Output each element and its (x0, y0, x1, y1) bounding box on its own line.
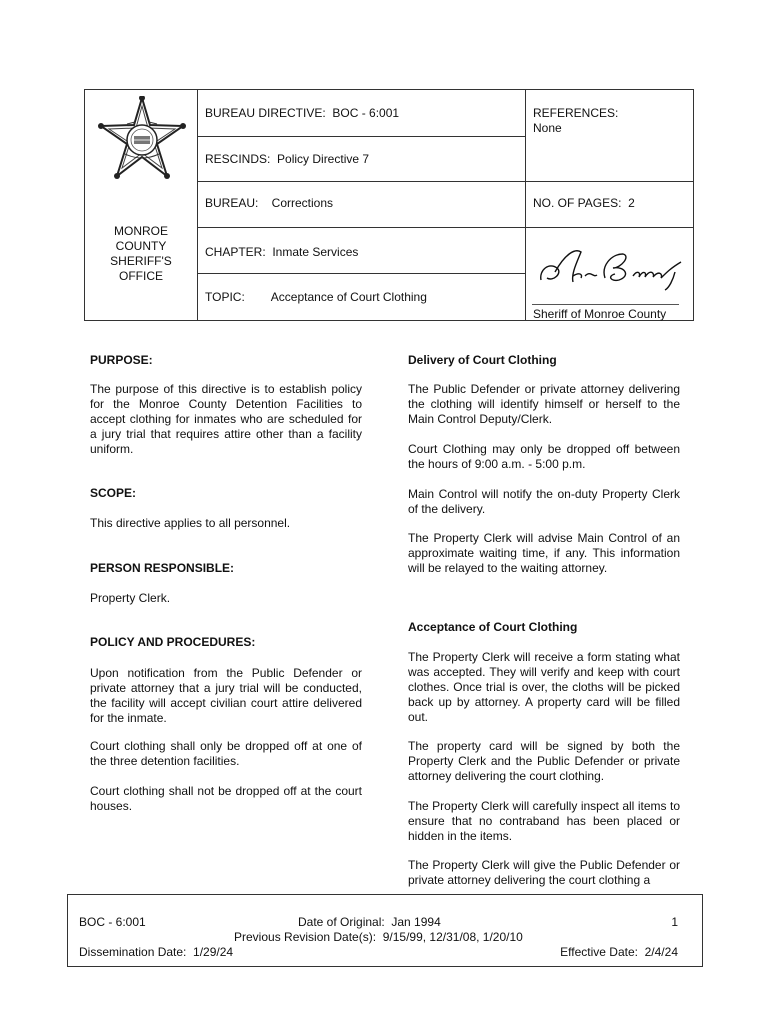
policy-heading: POLICY AND PROCEDURES: (90, 635, 256, 649)
office-name (85, 224, 197, 284)
references-value: None (533, 121, 562, 135)
signature-line (532, 304, 679, 305)
rescinds: RESCINDS: Policy Directive 7 (205, 152, 370, 166)
office-line: OFFICE (119, 269, 163, 283)
scope-heading: SCOPE: (90, 486, 137, 500)
delivery-paragraph: The Property Clerk will advise Main Control of an approximate waiting time, if any. This information will be relayed to the waiting attorney. (408, 531, 680, 575)
delivery-heading: Delivery of Court Clothing (408, 353, 557, 367)
page-footer (67, 894, 703, 967)
purpose-heading: PURPOSE: (90, 353, 153, 367)
bureau: BUREAU: Corrections (205, 196, 334, 210)
policy-paragraph: Court clothing shall only be dropped off at one of the three detention facilities. (90, 739, 362, 768)
sheriff-star-badge-icon (97, 96, 187, 184)
footer-revision-dates: Previous Revision Date(s): 9/15/99, 12/31/08, 1/20/10 (234, 930, 523, 944)
delivery-paragraph: The Public Defender or private attorney delivering the clothing will identify himself or herself to the Main Control Deputy/Clerk. (408, 382, 680, 426)
header-divider (197, 90, 198, 320)
header-divider (197, 136, 525, 137)
purpose-text: The purpose of this directive is to establish policy for the Monroe County Detention Facilities to accept clothing for inmates who are scheduled for a jury trial that requires attire other than a facility uniform. (90, 382, 362, 456)
directive-header-table (84, 89, 694, 321)
sheriff-title: Sheriff of Monroe County (533, 307, 667, 321)
sheriff-signature-icon (535, 242, 690, 292)
office-line: COUNTY (115, 239, 167, 253)
header-divider (197, 227, 693, 228)
topic: TOPIC: Acceptance of Court Clothing (205, 290, 427, 304)
chapter: CHAPTER: Inmate Services (205, 245, 359, 259)
footer-directive-code: BOC - 6:001 (79, 915, 146, 929)
footer-effective-date: Effective Date: 2/4/24 (560, 945, 678, 959)
header-divider (525, 90, 526, 320)
office-line: MONROE (114, 224, 168, 238)
policy-paragraph: Upon notification from the Public Defender or private attorney that a jury trial will be conducted, the facility will accept civilian court attire delivered for the inmate. (90, 666, 362, 725)
acceptance-paragraph: The Property Clerk will carefully inspect all items to ensure that no contraband has been placed or hidden in the items. (408, 799, 680, 843)
right-column (408, 353, 680, 893)
office-line: SHERIFF'S (110, 254, 172, 268)
acceptance-paragraph: The Property Clerk will give the Public Defender or private attorney delivering the court clothing a (408, 858, 680, 887)
header-divider (197, 181, 693, 182)
footer-dissemination-date: Dissemination Date: 1/29/24 (79, 945, 234, 959)
references-label: REFERENCES: (533, 106, 619, 120)
delivery-paragraph: Court Clothing may only be dropped off between the hours of 9:00 a.m. - 5:00 p.m. (408, 442, 680, 471)
policy-paragraph: Court clothing shall not be dropped off at the court houses. (90, 784, 362, 813)
acceptance-heading: Acceptance of Court Clothing (408, 620, 578, 634)
left-column (90, 353, 362, 833)
person-responsible-text: Property Clerk. (90, 591, 171, 605)
acceptance-paragraph: The Property Clerk will receive a form stating what was accepted. They will verify and keep with court clothes. Once trial is over, the cloths will be picked back up by attorney. A property card will be filled out. (408, 650, 680, 724)
acceptance-paragraph: The property card will be signed by both the Property Clerk and the Public Defender or private attorney delivering the court clothing. (408, 739, 680, 783)
scope-text: This directive applies to all personnel. (90, 516, 291, 530)
footer-date-of-original: Date of Original: Jan 1994 (298, 915, 441, 929)
footer-page-number: 1 (671, 915, 678, 929)
delivery-paragraph: Main Control will notify the on-duty Property Clerk of the delivery. (408, 487, 680, 516)
number-of-pages: NO. OF PAGES: 2 (533, 196, 635, 210)
header-divider (197, 273, 525, 274)
person-responsible-heading: PERSON RESPONSIBLE: (90, 561, 235, 575)
bureau-directive: BUREAU DIRECTIVE: BOC - 6:001 (205, 106, 400, 120)
